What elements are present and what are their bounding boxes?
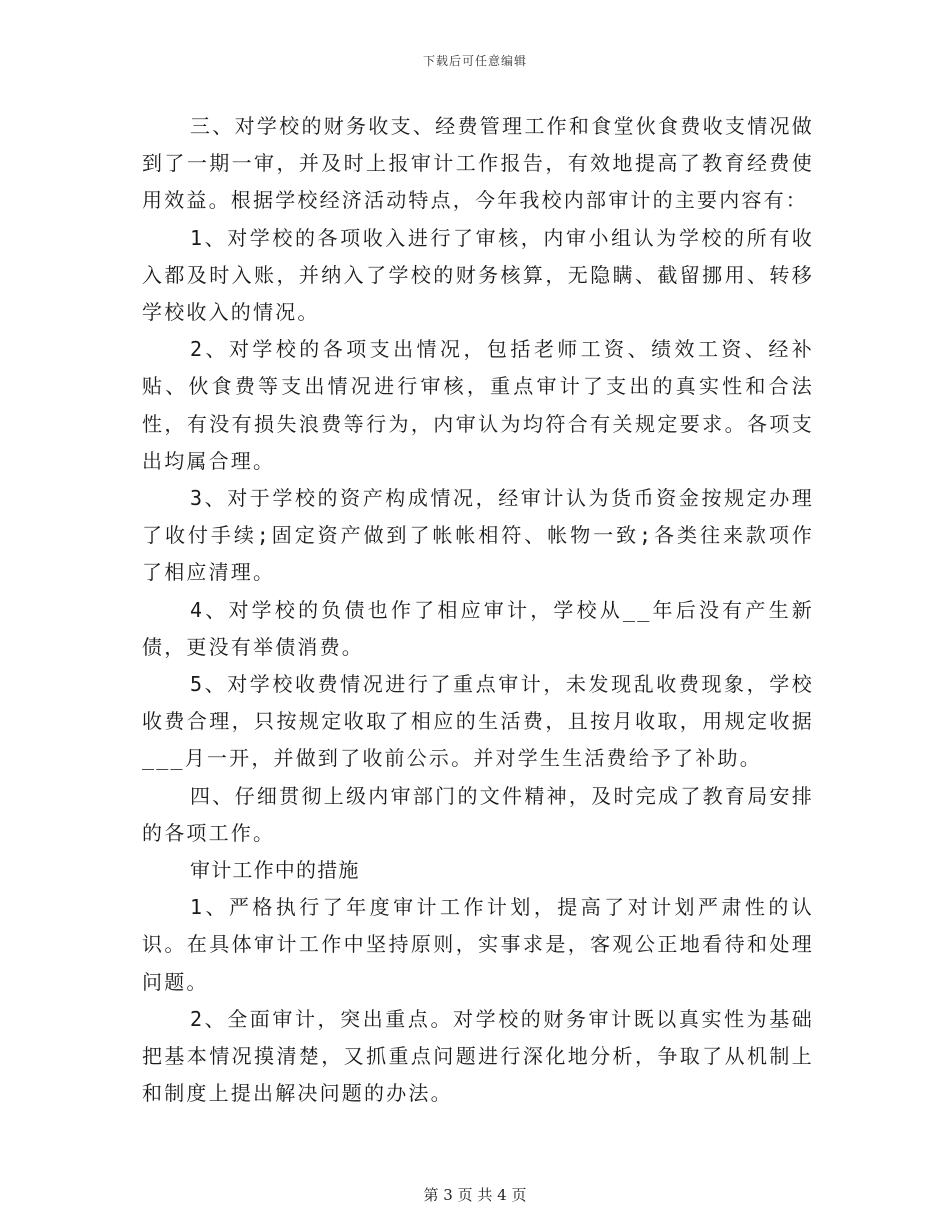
paragraph-section-3: 三、对学校的财务收支、经费管理工作和食堂伙食费收支情况做到了一期一审，并及时上报审计工作报告，有效地提高了教育经费使用效益。根据学校经济活动特点，今年我校内部审计的主要内容有： — [142, 114, 814, 213]
paragraph-item-4-debts: 4、对学校的负债也作了相应审计，学校从__年后没有产生新债，更没有举债消费。 — [142, 597, 814, 659]
paragraph-item-3-assets: 3、对于学校的资产构成情况，经审计认为货币资金按规定办理了收付手续;固定资产做到了帐帐相符、帐物一致;各类往来款项作了相应清理。 — [142, 486, 814, 585]
page-footer: 第 3 页 共 4 页 — [423, 1186, 527, 1204]
document-body — [142, 108, 814, 1112]
paragraph-item-1-income: 1、对学校的各项收入进行了审核，内审小组认为学校的所有收入都及时入账，并纳入了学校的财务核算，无隐瞒、截留挪用、转移学校收入的情况。 — [142, 225, 814, 325]
page-header: 下载后可任意编辑 — [422, 54, 527, 68]
paragraph-item-5-fees: 5、对学校收费情况进行了重点审计，未发现乱收费现象，学校收费合理，只按规定收取了相应的生活费，且按月收取，用规定收据___月一开，并做到了收前公示。并对学生生活费给予了补助。 — [142, 672, 814, 771]
paragraph-section-4: 四、仔细贯彻上级内审部门的文件精神，及时完成了教育局安排的各项工作。 — [142, 783, 814, 845]
paragraph-measure-1: 1、严格执行了年度审计工作计划，提高了对计划严肃性的认识。在具体审计工作中坚持原则，实事求是，客观公正地看待和处理问题。 — [142, 895, 814, 994]
paragraph-item-2-expenses: 2、对学校的各项支出情况，包括老师工资、绩效工资、经补贴、伙食费等支出情况进行审核，重点审计了支出的真实性和合法性，有没有损失浪费等行为，内审认为均符合有关规定要求。各项支出均属合理。 — [142, 337, 814, 473]
section-heading-measures: 审计工作中的措施 — [190, 858, 360, 883]
paragraph-measure-2: 2、全面审计，突出重点。对学校的财务审计既以真实性为基础把基本情况摸清楚，又抓重点问题进行深化地分析，争取了从机制上和制度上提出解决问题的办法。 — [142, 1006, 814, 1106]
